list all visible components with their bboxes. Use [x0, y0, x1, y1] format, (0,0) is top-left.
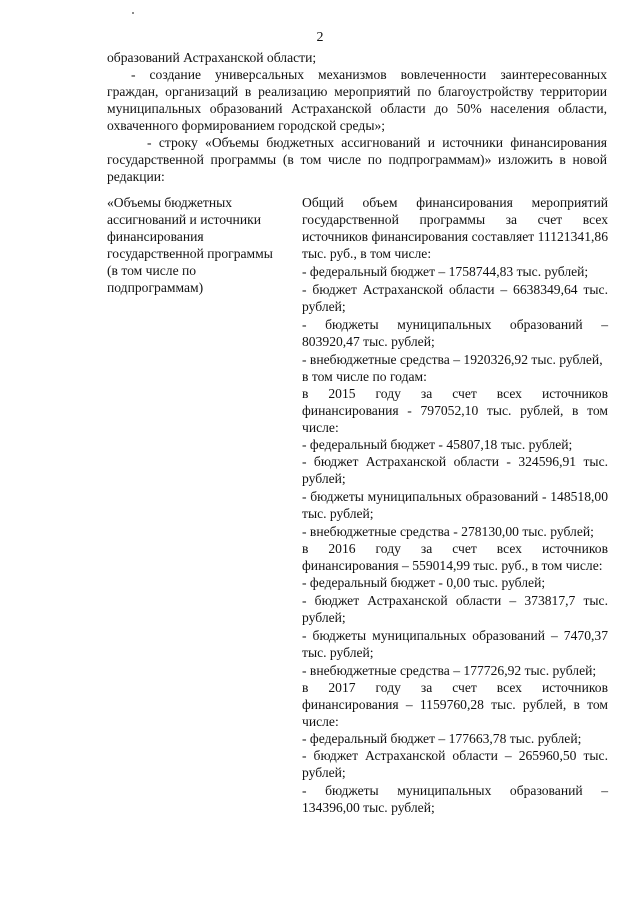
table-right-cell	[302, 194, 608, 816]
financing-line: Общий объем финансирования мероприятий государственной программы за счет всех источников финансирования составляет 11121341,86 тыс. руб., в том числе:	[302, 195, 608, 261]
financing-line: - федеральный бюджет – 1758744,83 тыс. рублей;	[302, 264, 589, 279]
financing-line: - бюджеты муниципальных образований - 148518,00 тыс. рублей;	[302, 489, 608, 521]
intro-line-0: образований Астраханской области;	[107, 50, 317, 65]
financing-line: в 2016 году за счет всех источников финансирования – 559014,99 тыс. руб., в том числе:	[302, 541, 608, 573]
scan-speck	[132, 12, 134, 14]
financing-line: - федеральный бюджет - 45807,18 тыс. рублей;	[302, 437, 573, 452]
financing-line: в 2017 году за счет всех источников финансирования – 1159760,28 тыс. рублей, в том числе:	[302, 680, 608, 729]
intro-text	[107, 49, 607, 185]
financing-line: - бюджеты муниципальных образований – 134396,00 тыс. рублей;	[302, 783, 608, 815]
page-number: 2	[316, 30, 324, 45]
financing-line: - бюджет Астраханской области - 324596,91 тыс. рублей;	[302, 454, 608, 486]
financing-line: - бюджет Астраханской области – 6638349,64 тыс. рублей;	[302, 282, 608, 314]
financing-line: - внебюджетные средства – 177726,92 тыс. рублей;	[302, 663, 597, 678]
financing-line: - внебюджетные средства – 1920326,92 тыс. рублей,	[302, 352, 603, 367]
financing-line: - внебюджетные средства - 278130,00 тыс. рублей;	[302, 524, 594, 539]
intro-line-2: - строку «Объемы бюджетных ассигнований и источники финансирования государственной программы (в том числе по подпрограммам)» изложить в новой редакции:	[107, 135, 607, 184]
financing-line: в 2015 году за счет всех источников финансирования - 797052,10 тыс. рублей, в том числе:	[302, 386, 608, 435]
financing-line: - бюджеты муниципальных образований – 803920,47 тыс. рублей;	[302, 317, 608, 349]
financing-line: - бюджет Астраханской области – 373817,7 тыс. рублей;	[302, 593, 608, 625]
financing-line: - федеральный бюджет – 177663,78 тыс. рублей;	[302, 731, 582, 746]
financing-line: - бюджеты муниципальных образований – 7470,37 тыс. рублей;	[302, 628, 608, 660]
table-left-cell: «Объемы бюджетных ассигнований и источники финансирования государственной программы (в том числе по подпрограммам)	[107, 195, 273, 295]
intro-line-1: - создание универсальных механизмов вовлеченности заинтересованных граждан, организаций в реализацию мероприятий по благоустройству территории муниципальных образований Астраханской области до 50% населения области, охваченного формированием городской среды»;	[107, 67, 607, 133]
financing-line: - федеральный бюджет - 0,00 тыс. рублей;	[302, 575, 546, 590]
financing-line: в том числе по годам:	[302, 369, 427, 384]
financing-line: - бюджет Астраханской области – 265960,50 тыс. рублей;	[302, 748, 608, 780]
